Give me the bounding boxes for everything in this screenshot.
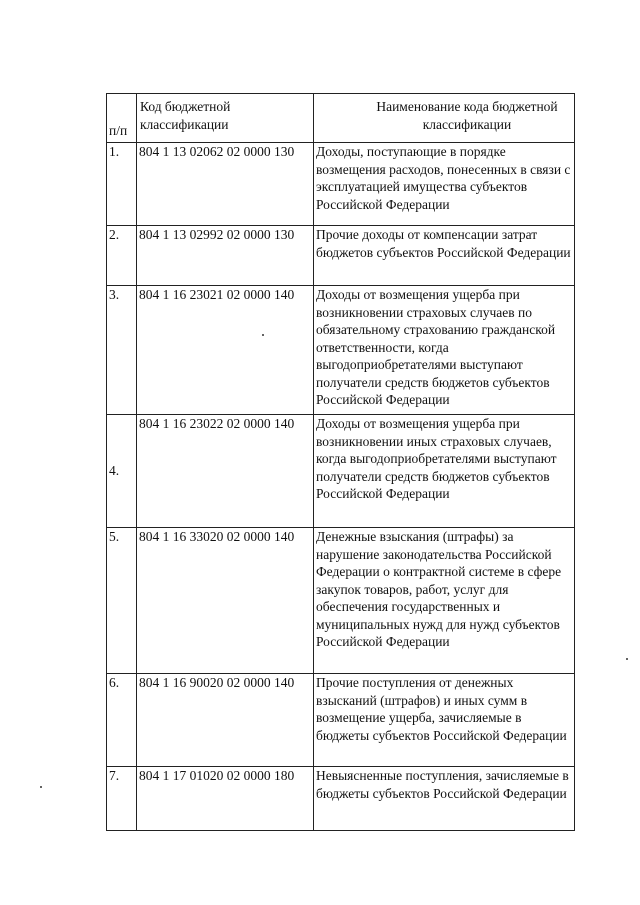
header-name bbox=[314, 94, 575, 143]
row-code: 804 1 16 23022 02 0000 140 bbox=[137, 415, 314, 528]
row-code: 804 1 16 23021 02 0000 140 bbox=[137, 286, 314, 415]
row-name: Невыясненные поступления, зачисляемые в бюджеты субъектов Российской Федерации bbox=[314, 767, 575, 831]
table-row bbox=[107, 226, 575, 286]
row-name: Доходы, поступающие в порядке возмещения расходов, понесенных в связи с эксплуатацией имущества субъектов Российской Федерации bbox=[314, 143, 575, 226]
row-name: Доходы от возмещения ущерба при возникновении страховых случаев по обязательному страхованию гражданской ответственности, когда выгодоприобретателями выступают получатели средств бюджетов субъектов Российской Федерации bbox=[314, 286, 575, 415]
row-name: Доходы от возмещения ущерба при возникновении иных страховых случаев, когда выгодоприобретателями выступают получатели средств бюджетов субъектов Российской Федерации bbox=[314, 415, 575, 528]
row-num: 3. bbox=[107, 286, 137, 415]
row-num: 7. bbox=[107, 767, 137, 831]
row-num: 4. bbox=[107, 415, 137, 528]
table-row bbox=[107, 674, 575, 767]
table-row bbox=[107, 767, 575, 831]
header-name-line2: классификации bbox=[422, 116, 512, 132]
table-row bbox=[107, 143, 575, 226]
row-name: Прочие поступления от денежных взысканий (штрафов) и иных сумм в возмещение ущерба, зачисляемые в бюджеты субъектов Российской Федерации bbox=[314, 674, 575, 767]
row-num: 5. bbox=[107, 528, 137, 674]
table-row bbox=[107, 528, 575, 674]
row-code: 804 1 13 02992 02 0000 130 bbox=[137, 226, 314, 286]
header-code-line1: Код бюджетной bbox=[140, 99, 231, 114]
row-num: 6. bbox=[107, 674, 137, 767]
header-name-line1: Наименование кода бюджетной bbox=[376, 99, 558, 114]
header-num: п/п bbox=[107, 94, 137, 143]
row-code: 804 1 16 33020 02 0000 140 bbox=[137, 528, 314, 674]
scan-speck bbox=[262, 334, 264, 336]
scan-speck bbox=[40, 786, 42, 788]
row-code: 804 1 17 01020 02 0000 180 bbox=[137, 767, 314, 831]
table-row bbox=[107, 286, 575, 415]
budget-classification-table bbox=[106, 93, 575, 831]
table-row bbox=[107, 415, 575, 528]
row-num: 2. bbox=[107, 226, 137, 286]
table-header-row bbox=[107, 94, 575, 143]
row-name: Денежные взыскания (штрафы) за нарушение законодательства Российской Федерации о контрактной системе в сфере закупок товаров, работ, услуг для обеспечения государственных и муниципальных нужд для нужд субъектов Российской Федерации bbox=[314, 528, 575, 674]
row-num: 1. bbox=[107, 143, 137, 226]
header-code-line2: классификации bbox=[140, 116, 229, 132]
row-code: 804 1 16 90020 02 0000 140 bbox=[137, 674, 314, 767]
scan-speck bbox=[626, 658, 628, 660]
row-code: 804 1 13 02062 02 0000 130 bbox=[137, 143, 314, 226]
header-code bbox=[137, 94, 314, 143]
row-name: Прочие доходы от компенсации затрат бюджетов субъектов Российской Федерации bbox=[314, 226, 575, 286]
